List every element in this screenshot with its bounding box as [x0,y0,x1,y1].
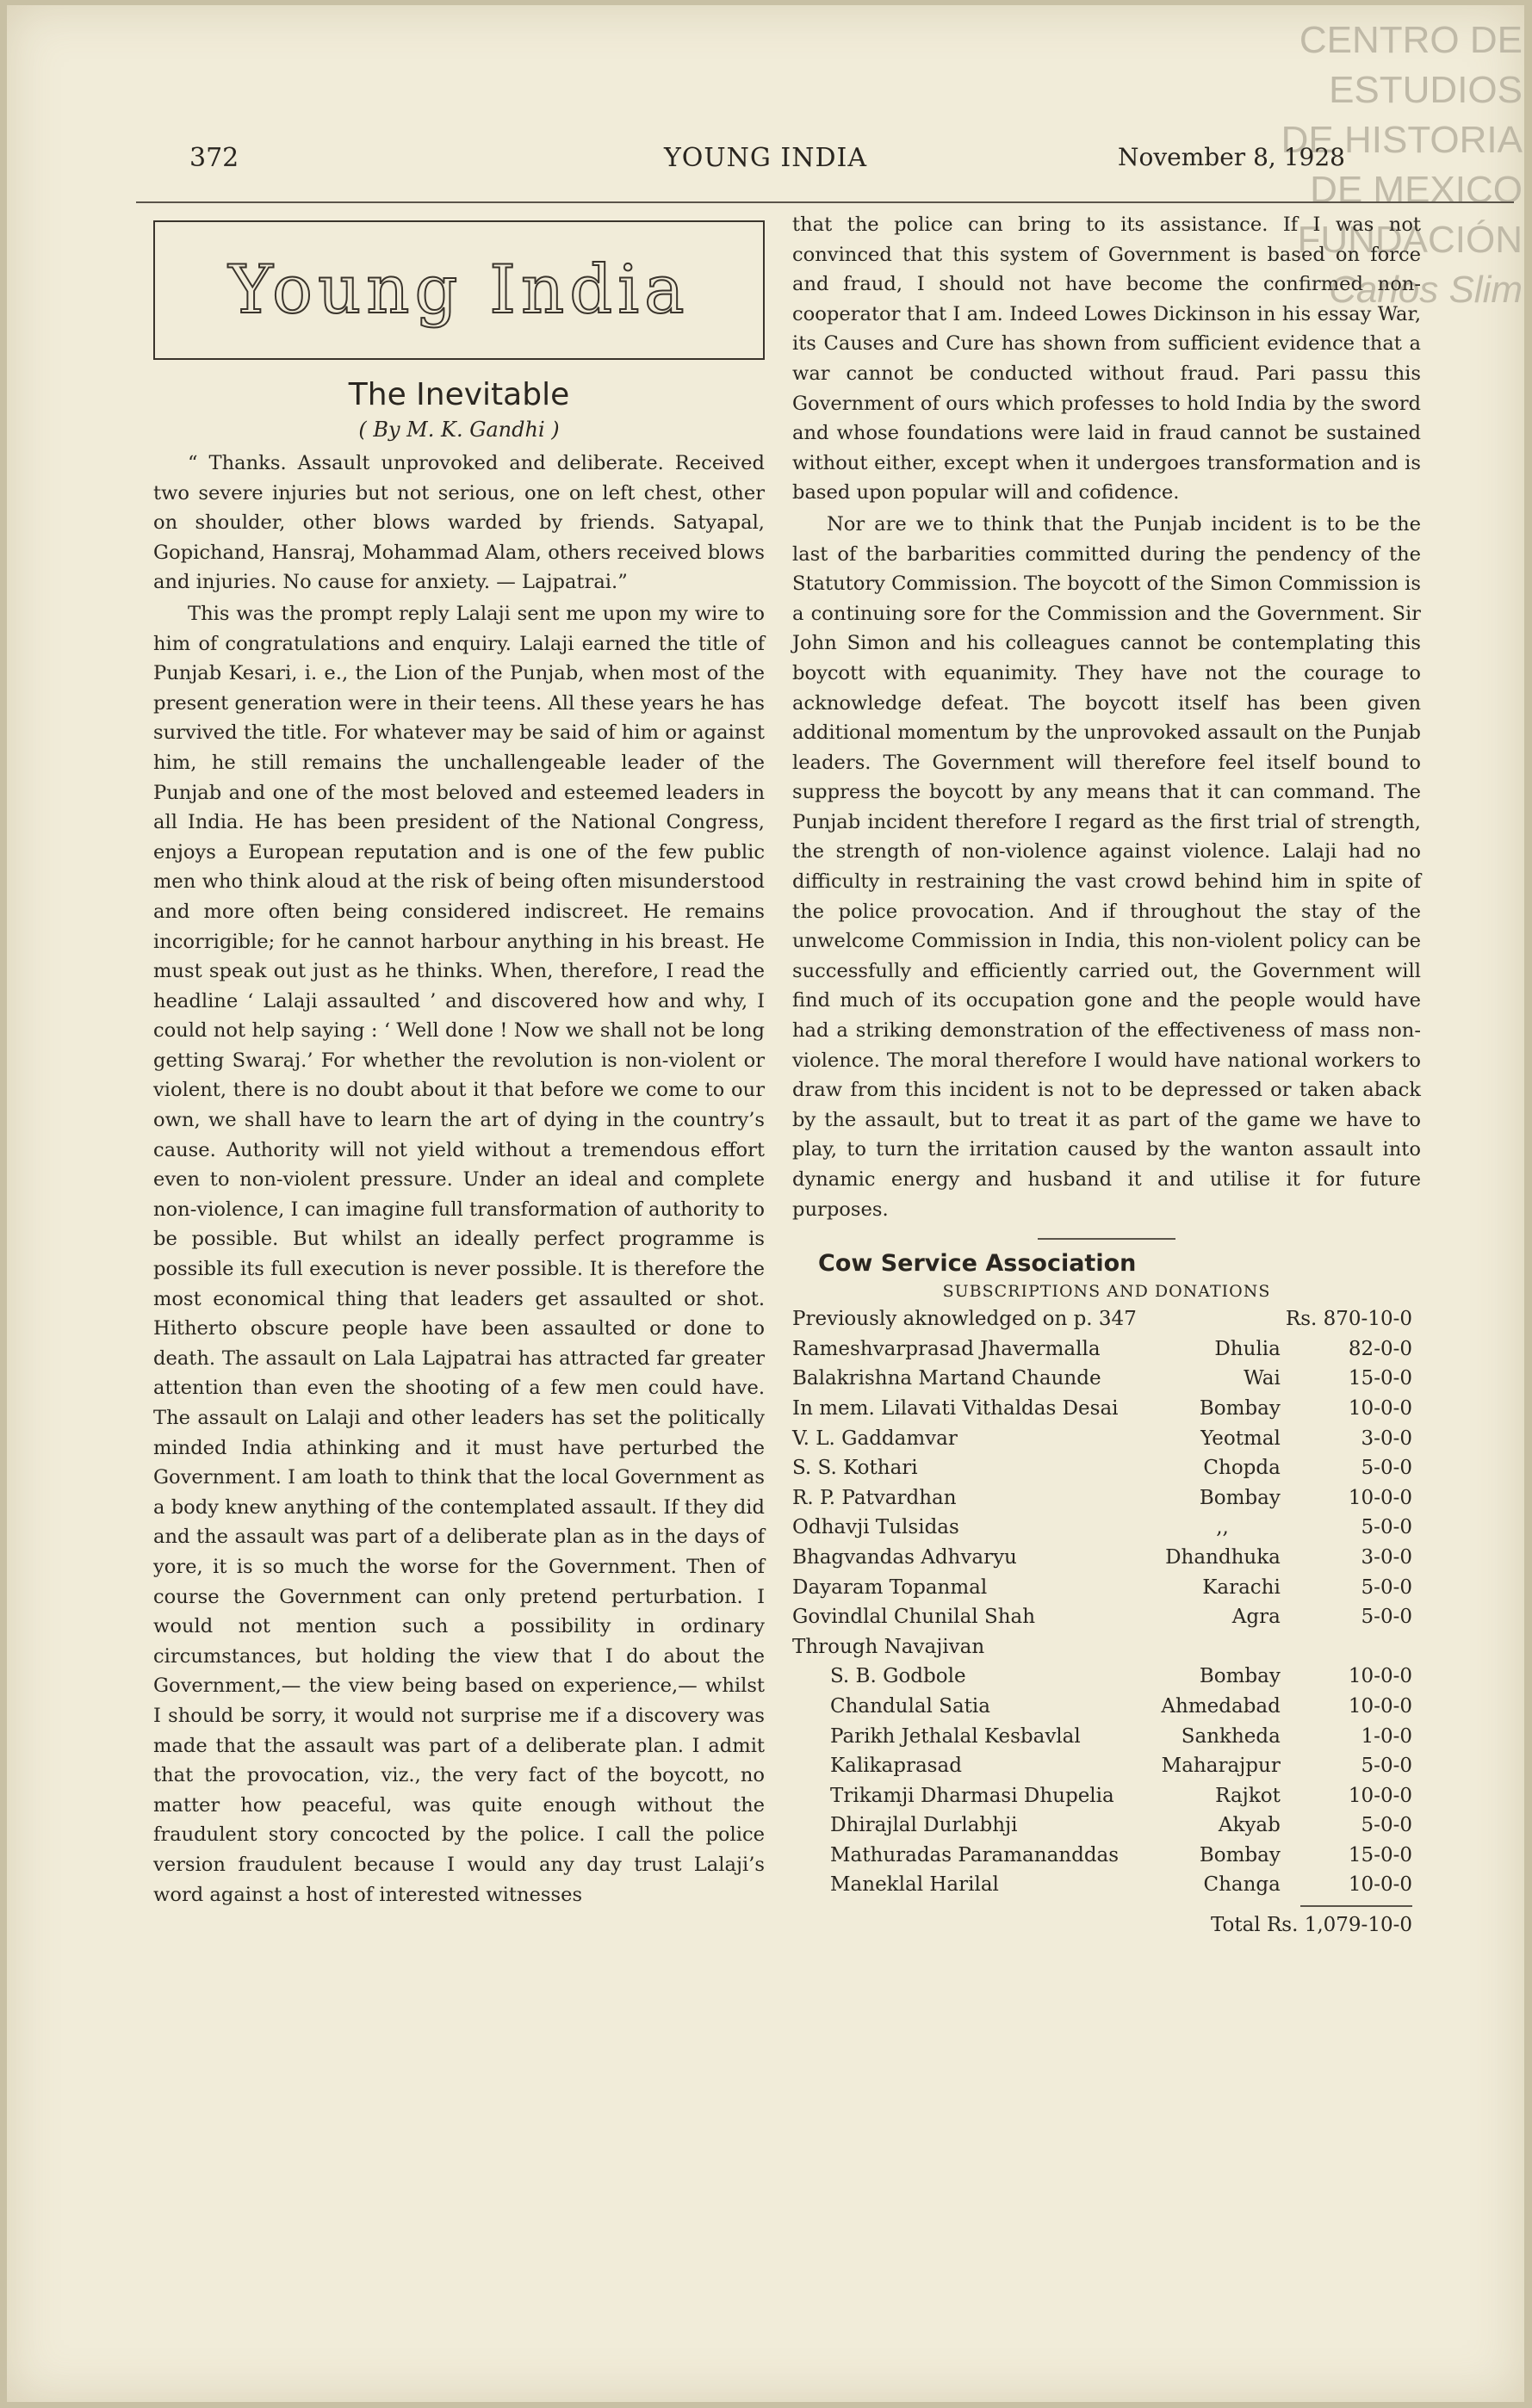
donations-table [792,1304,1412,1900]
donor-name: Dayaram Topanmal [792,1575,988,1599]
table-row [792,1811,1412,1841]
donor-place: Bombay [1199,1665,1281,1688]
table-row [792,1394,1412,1424]
donor-name: Odhavji Tulsidas [792,1516,959,1539]
table-row [792,1424,1412,1454]
journal-name: YOUNG INDIA [663,143,868,173]
donation-amount: Rs. 870-10-0 [1285,1308,1412,1331]
table-row [792,1304,1412,1334]
section-separator [1038,1238,1175,1240]
donor-place: Bombay [1199,1486,1281,1509]
table-row [792,1364,1412,1394]
donor-name: Previously aknowledged on p. 347 [792,1308,1137,1331]
through-label: Through Navajivan [792,1635,985,1658]
donor-name: S. S. Kothari [792,1457,918,1480]
donation-amount: 5-0-0 [1361,1575,1412,1599]
donor-name: S. B. Godbole [830,1665,966,1688]
donor-place: Maharajpur [1161,1755,1281,1778]
donor-place: Dhulia [1214,1337,1281,1360]
article-paragraph: This was the prompt reply Lalaji sent me upon my wire to him of congratulations and enquiry. Lalaji earned the title of Punjab Kesari, i. e., the Lion of the Punjab, when most of the present generation were in their teens. All these years he has survived the title. For whatever may be said of him or against him, he still remains the unchallengeable leader of the Punjab and one of the most beloved and esteemed leaders in all India. He has been president of the National Congress, enjoys a European reputation and is one of the few public men who think aloud at the risk of being often misunderstood and more often being considered indiscreet. He remains incorrigible; for he cannot harbour anything in his breast. He must speak out just as he thinks. When, therefore, I read the headline ‘ Lalaji assaulted ’ and discovered how and why, I could not help saying : ‘ Well done ! Now we shall not be long getting Swaraj.’ For whether the revolution is non-violent or violent, there is no doubt about it that before we come to our own, we shall have to learn the art of dying in the country’s cause. Authority will not yield without a tremendous effort even to non-violent pressure. Under an ideal and complete non-violence, I can imagine full transformation of authority to be possible. But whilst an ideally perfect programme is possible its full execution is never possible. It is therefore the most economical thing that leaders get assaulted or shot. Hitherto obscure people have been assaulted or done to death. The assault on Lala Lajpatrai has attracted far greater attention than even the shooting of a few men could have. The assault on Lalaji and other leaders has set the politically minded India athinking and it must have perturbed the Government. I am loath to think that the local Government as a body knew anything of the contemplated assault. If they did and the assault was part of a deliberate plan as in the days of yore, it is so much the worse for the Government. Then of course the Government can only pretend perturbation. I would not mention such a possibility in ordinary circumstances, but holding the view that I do about the Government,— the view being based on experience,— whilst I should be sorry, it would not surprise me if a discovery was made that the assault was part of a deliberate plan. I admit that the provocation, viz., the very fact of the boycott, no matter how peaceful, was quite enough without the fraudulent story concocted by the police. I call the police version fraudulent because I would any day trust Lalaji’s word against a host of interested witnesses [153,602,765,1906]
donor-name: Mathuradas Paramananddas [830,1843,1120,1866]
issue-date: November 8, 1928 [1118,143,1345,171]
donation-amount: 10-0-0 [1348,1665,1412,1688]
watermark-line: DE HISTORIA [1281,119,1523,161]
donation-amount: 10-0-0 [1348,1694,1412,1718]
table-row [792,1632,1412,1662]
donor-name: Chandulal Satia [830,1694,990,1718]
donor-place: Wai [1244,1367,1281,1390]
donor-place: Yeotmal [1200,1427,1281,1450]
donations-subtitle: SUBSCRIPTIONS AND DONATIONS [942,1282,1271,1302]
table-row [792,1751,1412,1781]
donation-amount: 10-0-0 [1348,1873,1412,1897]
donor-name: Bhagvandas Adhvaryu [792,1545,1017,1569]
masthead-title: Young India [228,251,690,329]
table-row [792,1483,1412,1514]
donor-place: Ahmedabad [1161,1694,1281,1718]
donation-amount: 82-0-0 [1348,1337,1412,1360]
article-paragraph: Nor are we to think that the Punjab incident is to be the last of the barbarities committed during the pendency of the Statutory Commission. The boycott of the Simon Commission is a continuing sore for the Commission and the Government. Sir John Simon and his colleagues cannot be contemplating this boycott with equanimity. They have not the courage to acknowledge defeat. The boycott itself has been given additional momentum by the unprovoked assault on the Punjab leaders. The Government will therefore feel itself bound to suppress the boycott by any means that it can command. The Punjab incident therefore I regard as the first trial of strength, the strength of non-violence against violence. Lalaji had no difficulty in restraining the vast crowd behind him in spite of the police provocation. And if throughout the stay of the unwelcome Commission in India, this non-violent policy can be successfully and efficiently carried out, the Government will find much of its occupation gone and the people would have had a striking demonstration of the effectiveness of mass non-violence. The moral therefore I would have national workers to draw from this incident is not to be depressed or taken aback by the assault, but to treat it as part of the game we have to play, to turn the irritation caused by the wanton assault into dynamic energy and husband it and utilise it for future purposes. [792,512,1421,1221]
watermark-line: Carlos Slim [1329,269,1523,311]
donor-place: Rajkot [1215,1784,1281,1807]
donation-amount: 5-0-0 [1361,1516,1412,1539]
donation-amount: 3-0-0 [1361,1427,1412,1450]
donor-name: Dhirajlal Durlabhji [830,1814,1018,1837]
donor-place: Karachi [1202,1575,1281,1599]
donation-amount: 5-0-0 [1361,1606,1412,1629]
right-column [792,210,1421,1936]
table-row [792,1722,1412,1752]
donations-total: Total Rs. 1,079-10-0 [1210,1914,1412,1937]
table-row [792,1841,1412,1871]
donor-name: Trikamji Dharmasi Dhupelia [830,1784,1114,1807]
watermark-line: CENTRO DE [1299,19,1523,61]
donor-place: Sankheda [1181,1724,1281,1748]
donor-place: Bombay [1199,1396,1281,1420]
donor-name: In mem. Lilavati Vithaldas Desai [792,1396,1119,1420]
donation-amount: 5-0-0 [1361,1457,1412,1480]
table-row [792,1781,1412,1811]
article-paragraph: that the police can bring to its assistance. If I was not convinced that this system of Government is based on force and fraud, I should not have become the confirmed non-cooperator that I am. Indeed Lowes Dickinson in his essay War, its Causes and Cure has shown from sufficient evidence that a war cannot be conducted without fraud. Pari passu this Government of ours which professes to hold India by the sword and whose foundations were laid in fraud cannot be sustained without either, except when it undergoes transformation and is based upon popular will and cofidence. [792,214,1421,505]
donations-title: Cow Service Association [818,1250,1137,1278]
donor-name: Parikh Jethalal Kesbavlal [830,1724,1081,1748]
donation-amount: 10-0-0 [1348,1396,1412,1420]
left-column [153,220,765,1910]
table-row [792,1602,1412,1632]
total-rule [1300,1905,1412,1907]
donation-amount: 1-0-0 [1361,1724,1412,1748]
donor-name: Rameshvarprasad Jhavermalla [792,1337,1101,1360]
donation-amount: 5-0-0 [1361,1814,1412,1837]
watermark-line: ESTUDIOS [1329,69,1523,111]
donation-amount: 5-0-0 [1361,1755,1412,1778]
table-row [792,1513,1412,1543]
donor-name: V. L. Gaddamvar [792,1427,958,1450]
page-number: 372 [189,143,239,173]
donor-name: R. P. Patvardhan [792,1486,957,1509]
newspaper-page [7,5,1524,2402]
donation-amount: 10-0-0 [1348,1784,1412,1807]
donation-amount: 15-0-0 [1348,1843,1412,1866]
watermark-line: FUNDACIÓN [1297,219,1523,261]
donor-place: Agra [1231,1606,1281,1629]
donor-place: Bombay [1199,1843,1281,1866]
table-row [792,1662,1412,1692]
donation-amount: 10-0-0 [1348,1486,1412,1509]
donor-name: Balakrishna Martand Chaunde [792,1367,1101,1390]
donor-place: Chopda [1203,1457,1281,1480]
donation-amount: 3-0-0 [1361,1545,1412,1569]
table-row [792,1334,1412,1365]
article-title: The Inevitable [348,377,570,412]
donor-place: Dhandhuka [1165,1545,1281,1569]
article-byline: ( By M. K. Gandhi ) [358,418,560,442]
donor-place: Akyab [1218,1814,1281,1837]
donor-place: ,, [1216,1516,1229,1539]
donor-name: Maneklal Harilal [830,1873,999,1897]
watermark-line: DE MEXICO [1310,169,1523,211]
donor-name: Govindlal Chunilal Shah [792,1606,1036,1629]
article-paragraph: “ Thanks. Assault unprovoked and deliberate. Received two severe injuries but not serious, one on left chest, other on shoulder, other blows warded by friends. Satyapal, Gopichand, Hansraj, Mohammad Alam, others received blows and injuries. No cause for anxiety. — Lajpatrai.” [153,452,765,594]
table-row [792,1543,1412,1573]
table-row [792,1573,1412,1603]
donation-amount: 15-0-0 [1348,1367,1412,1390]
donor-place: Changa [1203,1873,1281,1897]
table-row [792,1453,1412,1483]
donor-name: Kalikaprasad [830,1755,962,1778]
table-row [792,1870,1412,1900]
table-row [792,1692,1412,1722]
header-rule [136,201,1514,203]
masthead [153,220,765,360]
page-header [7,143,1524,195]
